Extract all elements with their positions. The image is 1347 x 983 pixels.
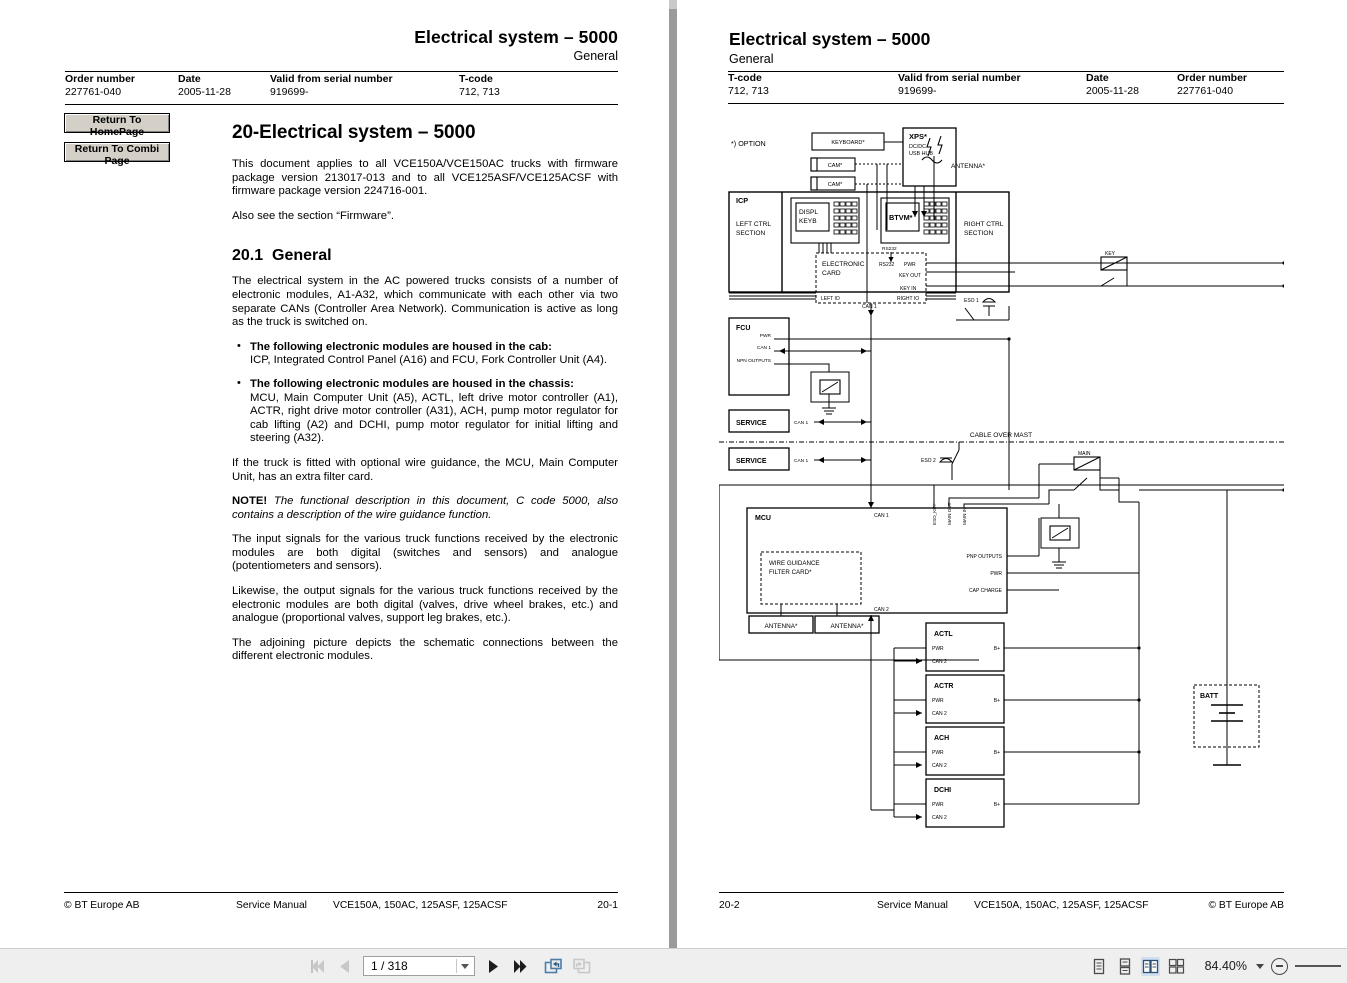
toolbar-view-group <box>1089 949 1347 983</box>
electrical-schematic-diagram <box>719 120 1284 860</box>
bullet-lead: • The following electronic modules are housed in the chassis: <box>250 377 574 390</box>
subsection-number: 20.1 <box>232 247 264 265</box>
right-page-subtitle: General <box>729 52 774 66</box>
subsection-title: General <box>272 247 332 265</box>
npn-outputs-label: NPN OUTPUTS <box>736 359 771 364</box>
fcu-pwr-label: PWR <box>759 334 771 339</box>
cam2-block-label: CAM* <box>827 182 843 188</box>
footer-copyright: © BT Europe AB <box>1208 900 1284 911</box>
pnp-outputs-label: PNP OUTPUTS <box>966 554 1002 560</box>
left-page-body <box>232 122 618 664</box>
meta-value: 919699- <box>898 85 937 98</box>
intro-paragraph: This document applies to all VCE150A/VCE150AC trucks with firmware package version 213017-013 and to all VCE125ASF/VCE125ACSF with firmware package version 224716-001. <box>232 158 618 198</box>
bullet-text: MCU, Main Computer Unit (A5), ACTL, left drive motor controller (A1), ACTR, right drive motor controller (A31), ACH, pump motor regulator for cab lifting (A2) and DCHI, pump motor regulator for initial lifting and steering (A32). <box>250 391 618 445</box>
xps-line2-label: DC/DC <box>909 144 927 150</box>
key-relay-label: KEY <box>1105 251 1116 257</box>
xps-block-label: XPS* <box>909 132 927 141</box>
page-title: 20-Electrical system – 5000 <box>232 122 476 143</box>
previous-page-icon[interactable] <box>335 957 354 976</box>
service2-block-label: SERVICE <box>736 458 767 465</box>
mcu-block-label: MCU <box>755 515 771 522</box>
header-rule-bottom <box>728 103 1284 104</box>
meta-label: Order number <box>65 73 136 85</box>
electronic-card-label: ELECTRONIC <box>822 261 865 268</box>
note-text: The functional description in this document, C code 5000, also contains a description of the wire guidance function. <box>232 495 618 521</box>
antenna-top-label: ANTENNA* <box>951 163 986 170</box>
zoom-chevron-down-icon[interactable] <box>1256 964 1264 969</box>
cap-charge-label: CAP CHARGE <box>969 588 1002 594</box>
continuous-view-icon[interactable] <box>1115 957 1134 976</box>
next-view-icon[interactable] <box>572 957 591 976</box>
actl-can2-label: CAN 2 <box>932 659 947 665</box>
meta-t-code <box>459 73 500 100</box>
last-page-icon[interactable] <box>512 957 531 976</box>
right-ctrl-section-label: RIGHT CTRL <box>964 221 1004 228</box>
meta-value: 2005-11-28 <box>1086 85 1139 98</box>
meta-value: 919699- <box>270 86 309 99</box>
service1-can-label: CAN 1 <box>794 421 809 426</box>
return-to-homepage-button[interactable]: Return To HomePage <box>64 113 170 133</box>
meta-date <box>178 73 231 100</box>
service2-can-label: CAN 1 <box>794 459 809 464</box>
scrollbar-cap <box>669 0 677 9</box>
meta-value: 2005-11-28 <box>178 86 231 99</box>
wire-guidance-label-2: FILTER CARD* <box>769 569 812 576</box>
meta-order-number <box>65 73 135 100</box>
left-ctrl-section-label: LEFT CTRL <box>736 221 772 228</box>
dchi-bplus-label: B+ <box>993 802 1000 808</box>
zoom-slider-track[interactable] <box>1295 965 1341 967</box>
meta-valid-from-serial <box>270 73 393 100</box>
meta-t-code <box>728 72 769 99</box>
subsection-heading <box>232 247 618 265</box>
meta-label: Valid from serial number <box>270 73 393 85</box>
eso1-label: ESO 1 <box>964 298 979 304</box>
zoom-level-value: 84.40% <box>1204 959 1247 973</box>
bullet-text: ICP, Integrated Control Panel (A16) and FCU, Fork Controller Unit (A4). <box>250 354 608 367</box>
meta-value: 712, 713 <box>459 86 500 99</box>
left-io-pin-label: LEFT IO <box>821 296 840 302</box>
two-page-view-icon[interactable] <box>1141 957 1160 976</box>
left-page-header <box>65 28 618 64</box>
meta-label: Order number <box>1177 72 1248 84</box>
can1-icp-label: CAN 1 <box>862 304 877 310</box>
cable-over-mast-label: CABLE OVER MAST <box>969 432 1033 439</box>
first-page-icon[interactable] <box>307 957 326 976</box>
eso2-label: ESO 2 <box>921 458 936 464</box>
right-io-pin-label: RIGHT IO <box>897 296 920 302</box>
meta-label: T-code <box>728 72 762 84</box>
key-out-pin-label: KEY OUT <box>899 273 921 279</box>
actr-can2-label: CAN 2 <box>932 711 947 717</box>
paragraph-3: The input signals for the various truck functions received by the electronic modules are both digital (switches and sensors) and analogue (potentiometers and sensors). <box>232 533 618 573</box>
main-in-label: MAIN IN <box>962 507 967 525</box>
option-note-label: *) OPTION <box>731 139 766 148</box>
meta-label: Date <box>1086 72 1109 84</box>
meta-valid-from-serial <box>898 72 1021 99</box>
mcu-can1-label: CAN 1 <box>874 513 889 519</box>
pdf-page-right <box>679 0 1347 948</box>
service1-block-label: SERVICE <box>736 420 767 427</box>
footer-models: VCE150A, 150AC, 125ASF, 125ACSF <box>333 900 508 911</box>
page-number-input[interactable] <box>363 956 475 976</box>
meta-label: Valid from serial number <box>898 72 1021 84</box>
meta-order-number <box>1177 72 1247 99</box>
meta-value: 227761-040 <box>65 86 122 99</box>
main-relay-label: MAIN <box>1078 451 1091 457</box>
page-separator-scrollbar[interactable] <box>667 0 679 948</box>
note-label: NOTE! <box>232 495 268 508</box>
batt-block-label: BATT <box>1200 693 1219 700</box>
main-out-label: MAIN OUT <box>947 502 952 525</box>
return-to-combi-page-button[interactable]: Return To Combi Page <box>64 142 170 162</box>
paragraph-5: The adjoining picture depicts the schematic connections between the different electronic modules. <box>232 636 618 663</box>
next-page-icon[interactable] <box>484 957 503 976</box>
minus-icon <box>1276 965 1283 966</box>
bullet-lead: • The following electronic modules are housed in the cab: <box>250 340 552 353</box>
dchi-block-label: DCHI <box>934 787 952 794</box>
header-rule-bottom <box>65 104 618 105</box>
right-page-title: Electrical system – 5000 <box>729 29 931 49</box>
intro-paragraph-2: Also see the section “Firmware”. <box>232 209 394 222</box>
wire-guidance-label: WIRE GUIDANCE <box>769 560 820 567</box>
dchi-pwr-label: PWR <box>932 802 944 808</box>
right-page-meta-row <box>728 72 1284 102</box>
single-page-view-icon[interactable] <box>1089 957 1108 976</box>
eso-key-label: ESO_KEY <box>932 503 937 525</box>
left-page-meta-row <box>65 73 618 103</box>
actr-bplus-label: B+ <box>993 698 1000 704</box>
keyboard-block-label: KEYBOARD* <box>831 140 865 146</box>
two-page-continuous-view-icon[interactable] <box>1167 957 1186 976</box>
actl-block-label: ACTL <box>934 631 953 638</box>
actr-block-label: ACTR <box>934 683 954 690</box>
rs232-pin-label: RS232 <box>879 262 895 268</box>
pdf-page-left <box>0 0 667 948</box>
scrollbar-thumb[interactable] <box>669 0 677 948</box>
meta-value: 227761-040 <box>1177 85 1234 98</box>
left-page-title: Electrical system – 5000 <box>414 27 618 47</box>
header-rule-top <box>65 71 618 72</box>
module-bullet-list <box>232 341 618 446</box>
icp-block-label: ICP <box>736 196 749 205</box>
meta-label: T-code <box>459 73 493 85</box>
chevron-down-icon[interactable] <box>461 964 469 969</box>
antenna-left-label: ANTENNA* <box>764 623 798 630</box>
right-ctrl-section-label-2: SECTION <box>964 230 994 237</box>
displ-label: DISPL <box>799 209 819 216</box>
xps-line3-label: USB HUB <box>909 151 933 157</box>
toolbar-navigation-group <box>307 949 591 983</box>
previous-view-icon[interactable] <box>544 957 563 976</box>
footer-rule <box>719 892 1284 893</box>
pwr-pin-label: PWR <box>904 262 916 268</box>
ach-can2-label: CAN 2 <box>932 763 947 769</box>
paragraph-2: If the truck is fitted with optional wire guidance, the MCU, Main Computer Unit, has an extra filter card. <box>232 456 618 483</box>
meta-value: 712, 713 <box>728 85 769 98</box>
key-in-pin-label: KEY IN <box>900 286 917 292</box>
mcu-pwr-label: PWR <box>990 571 1002 577</box>
paragraph-4: Likewise, the output signals for the various truck functions received by the electronic modules are both digital (valves, drive wheel brakes, etc.) and analogue (proportional valves, support leg brakes, etc.). <box>232 585 618 625</box>
list-item <box>232 378 618 446</box>
dchi-can2-label: CAN 2 <box>932 815 947 821</box>
cam1-block-label: CAM* <box>827 163 843 169</box>
mcu-can2-label: CAN 2 <box>874 607 889 613</box>
antenna-right-label: ANTENNA* <box>830 623 864 630</box>
paragraph-1: The electrical system in the AC powered trucks consists of a number of electronic modules, A1-A32, which communicate with each other via two separate CANs (Controller Area Network). Communication is active as long as the truck is switched on. <box>232 275 618 329</box>
page-number-value: 1 / 318 <box>371 959 408 973</box>
footer-manual: Service Manual <box>877 900 948 911</box>
ach-pwr-label: PWR <box>932 750 944 756</box>
footer-rule <box>64 892 618 893</box>
electronic-card-label-2: CARD <box>822 270 841 277</box>
actl-bplus-label: B+ <box>993 646 1000 652</box>
left-page-footer <box>64 900 618 916</box>
footer-models: VCE150A, 150AC, 125ASF, 125ACSF <box>974 900 1149 911</box>
footer-copyright: © BT Europe AB <box>64 900 140 911</box>
meta-date <box>1086 72 1139 99</box>
note-paragraph <box>232 495 618 522</box>
footer-page-number: 20-2 <box>719 900 740 911</box>
actl-pwr-label: PWR <box>932 646 944 652</box>
meta-label: Date <box>178 73 201 85</box>
rs232-btvm-label: RS232 <box>882 247 897 252</box>
ach-bplus-label: B+ <box>993 750 1000 756</box>
fcu-block-label: FCU <box>736 325 751 332</box>
list-item <box>232 341 618 368</box>
pdf-toolbar <box>0 948 1347 983</box>
zoom-out-button[interactable] <box>1271 958 1288 975</box>
left-page-subtitle: General <box>573 48 618 63</box>
footer-page-number: 20-1 <box>597 900 618 911</box>
right-page-footer <box>719 900 1284 916</box>
footer-manual: Service Manual <box>236 900 307 911</box>
fcu-can1-label: CAN 1 <box>756 346 771 351</box>
input-divider <box>456 959 457 973</box>
btvm-block-label: BTVM* <box>889 213 913 222</box>
keyb-label: KEYB <box>799 218 817 225</box>
ach-block-label: ACH <box>934 735 950 742</box>
left-ctrl-section-label-2: SECTION <box>736 230 766 237</box>
actr-pwr-label: PWR <box>932 698 944 704</box>
